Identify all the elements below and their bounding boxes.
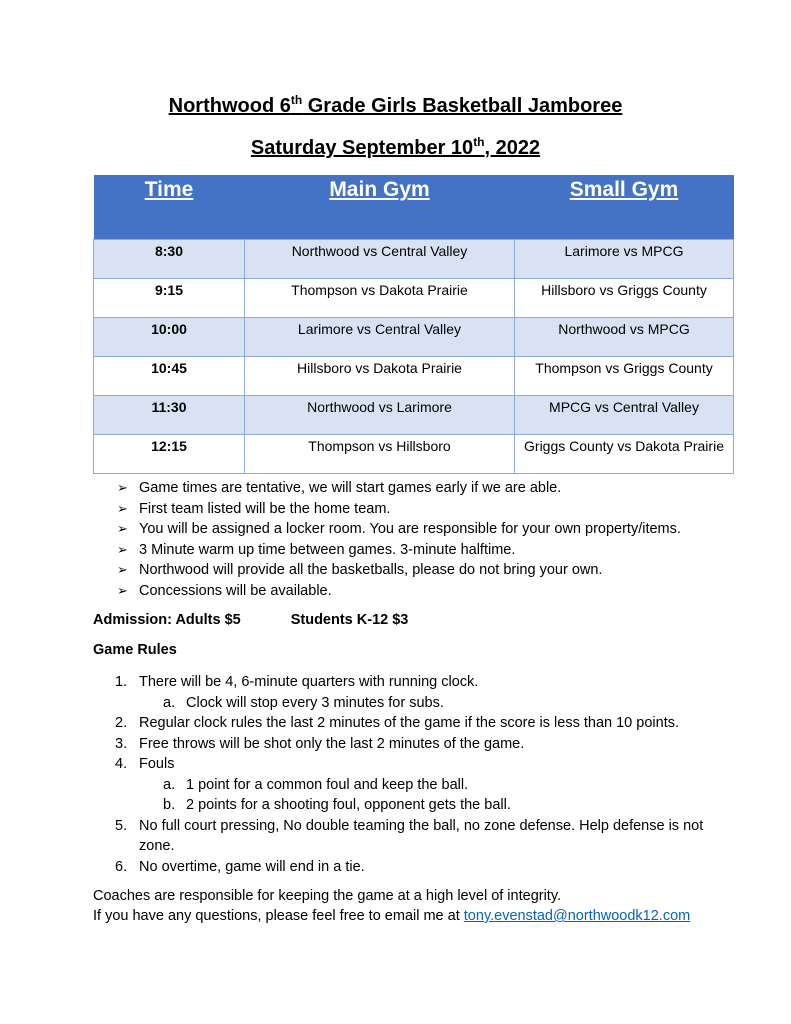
list-item — [117, 560, 681, 581]
list-item — [117, 519, 681, 540]
rule-text: Free throws will be shot only the last 2 minutes of the game. — [139, 735, 525, 752]
rule-text: There will be 4, 6-minute quarters with running clock. — [139, 674, 479, 690]
sub-rule-letter: a. — [163, 694, 176, 711]
rule-number: 3. — [115, 735, 128, 752]
bullet-text: First team listed will be the home team. — [139, 500, 391, 517]
bullet-text: Game times are tentative, we will start games early if we are able. — [139, 480, 562, 496]
arrowhead-bullet-icon: ➢ — [117, 500, 128, 516]
list-item — [117, 478, 681, 499]
bullet-text: 3 Minute warm up time between games. 3-minute halftime. — [139, 541, 516, 558]
main-gym-cell: Larimore vs Central Valley — [245, 318, 515, 357]
main-gym-cell: Thompson vs Hillsboro — [245, 435, 515, 474]
rule-item — [93, 857, 733, 878]
table-header-row — [94, 175, 734, 240]
rule-number: 6. — [115, 858, 128, 875]
table-row — [94, 240, 734, 279]
table-row — [94, 279, 734, 318]
date-superscript: th — [473, 135, 485, 149]
rule-number: 5. — [115, 817, 128, 834]
main-gym-cell: Northwood vs Larimore — [245, 396, 515, 435]
time-cell: 9:15 — [94, 279, 245, 318]
time-cell: 12:15 — [94, 435, 245, 474]
date-text-end: , 2022 — [484, 137, 541, 159]
header-small-gym: Small Gym — [515, 175, 734, 240]
header-main-gym: Main Gym — [245, 175, 515, 240]
main-gym-cell: Northwood vs Central Valley — [245, 240, 515, 279]
table-row — [94, 435, 734, 474]
arrowhead-bullet-icon: ➢ — [117, 562, 128, 577]
rule-item — [93, 672, 733, 693]
rule-text: Regular clock rules the last 2 minutes of the game if the score is less than 10 points. — [139, 715, 679, 731]
footer-contact-text: If you have any questions, please feel free to email me at — [93, 908, 464, 924]
rule-item — [93, 734, 733, 755]
event-date — [0, 137, 791, 160]
sub-rule-item — [93, 795, 733, 816]
small-gym-cell: Thompson vs Griggs County — [515, 357, 734, 396]
title-text: Northwood 6 — [168, 95, 291, 117]
footer-integrity: Coaches are responsible for keeping the game at a high level of integrity. — [93, 888, 562, 904]
rule-number: 4. — [115, 756, 128, 772]
table-row — [94, 396, 734, 435]
small-gym-cell: Hillsboro vs Griggs County — [515, 279, 734, 318]
rule-number: 1. — [115, 674, 128, 690]
rule-text: No full court pressing, No double teaming the ball, no zone defense. Help defense is not zone. — [139, 817, 704, 854]
sub-rule-text: 1 point for a common foul and keep the ball. — [186, 776, 469, 793]
list-item — [117, 581, 681, 602]
bullet-text: Concessions will be available. — [139, 582, 332, 599]
bullet-text: Northwood will provide all the basketballs, please do not bring your own. — [139, 562, 603, 578]
sub-rule-text: Clock will stop every 3 minutes for subs. — [186, 694, 444, 711]
table-row — [94, 318, 734, 357]
info-bullet-list — [117, 478, 681, 601]
arrowhead-bullet-icon: ➢ — [117, 521, 128, 536]
arrowhead-bullet-icon: ➢ — [117, 582, 128, 598]
time-cell: 11:30 — [94, 396, 245, 435]
sub-rule-letter: b. — [163, 797, 176, 813]
time-cell: 10:45 — [94, 357, 245, 396]
page-title — [0, 95, 791, 118]
sub-rule-text: 2 points for a shooting foul, opponent gets the ball. — [186, 797, 511, 813]
schedule-table — [93, 175, 734, 474]
sub-rule-letter: a. — [163, 776, 176, 793]
arrowhead-bullet-icon: ➢ — [117, 541, 128, 557]
rule-item — [93, 816, 733, 857]
time-cell: 8:30 — [94, 240, 245, 279]
admission-students: Students K-12 $3 — [290, 612, 409, 628]
header-time: Time — [94, 175, 245, 240]
time-cell: 10:00 — [94, 318, 245, 357]
rules-list — [93, 672, 733, 877]
small-gym-cell: MPCG vs Central Valley — [515, 396, 734, 435]
rule-item — [93, 754, 733, 775]
rule-text: No overtime, game will end in a tie. — [139, 858, 365, 875]
small-gym-cell: Northwood vs MPCG — [515, 318, 734, 357]
sub-rule-item — [93, 775, 733, 796]
small-gym-cell: Griggs County vs Dakota Prairie — [515, 435, 734, 474]
rule-item — [93, 713, 733, 734]
rule-text: Fouls — [139, 756, 175, 772]
email-link[interactable]: tony.evenstad@northwoodk12.com — [463, 908, 691, 924]
list-item — [117, 499, 681, 520]
arrowhead-bullet-icon: ➢ — [117, 480, 128, 495]
list-item — [117, 540, 681, 561]
main-gym-cell: Hillsboro vs Dakota Prairie — [245, 357, 515, 396]
title-text-end: Grade Girls Basketball Jamboree — [302, 95, 623, 117]
main-gym-cell: Thompson vs Dakota Prairie — [245, 279, 515, 318]
admission-line — [93, 612, 408, 628]
table-row — [94, 357, 734, 396]
sub-rule-item — [93, 693, 733, 714]
rule-number: 2. — [115, 715, 128, 731]
footer-contact — [93, 908, 690, 924]
date-text: Saturday September 10 — [250, 137, 474, 159]
title-superscript: th — [290, 93, 303, 107]
rules-heading: Game Rules — [93, 642, 177, 658]
bullet-text: You will be assigned a locker room. You are responsible for your own property/items. — [139, 521, 681, 537]
admission-adults: Admission: Adults $5 — [93, 612, 241, 628]
small-gym-cell: Larimore vs MPCG — [515, 240, 734, 279]
